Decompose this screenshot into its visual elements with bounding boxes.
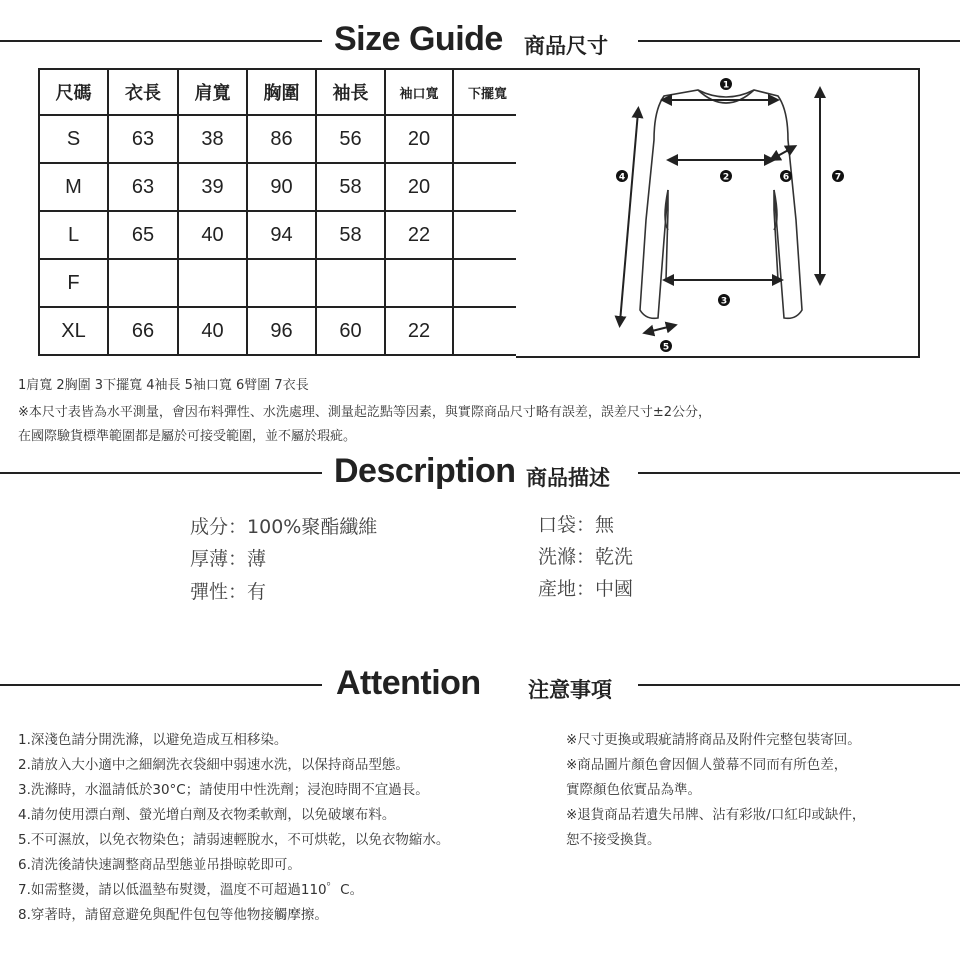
divider: [638, 472, 960, 474]
table-cell: 66: [108, 307, 178, 355]
table-cell: [453, 307, 522, 355]
table-cell: [453, 115, 522, 163]
return-policy: ※商品圖片顏色會因個人螢幕不同而有所色差，: [566, 757, 848, 773]
table-cell: 40: [178, 307, 247, 355]
marker-4: [616, 170, 628, 183]
table-cell: XL: [39, 307, 108, 355]
care-instruction: 1.深淺色請分開洗滌，以避免造成互相移染。: [18, 732, 288, 748]
table-cell: [108, 259, 178, 307]
column-header: 肩寬: [178, 69, 247, 115]
size-guide-title: Size Guide: [334, 20, 503, 58]
return-policy: ※尺寸更換或瑕疵請將商品及附件完整包裝寄回。: [566, 732, 861, 748]
table-cell: 65: [108, 211, 178, 259]
table-cell: 22: [385, 307, 453, 355]
marker-6: [780, 170, 792, 183]
column-header: 下擺寬: [453, 69, 522, 115]
description-title: Description: [334, 452, 516, 490]
care-instruction: 3.洗滌時，水溫請低於30°C；請使用中性洗劑；浸泡時間不宜過長。: [18, 782, 429, 798]
svg-text:6: 6: [782, 172, 790, 183]
size-guide-header: [0, 18, 960, 64]
table-row: [39, 115, 522, 163]
table-cell: 20: [385, 115, 453, 163]
divider: [0, 40, 322, 42]
attention-title-zh: 注意事項: [528, 678, 612, 702]
table-cell: 38: [178, 115, 247, 163]
measure-markers: [616, 78, 844, 353]
table-cell: 39: [178, 163, 247, 211]
marker-5: [660, 340, 672, 353]
column-header: 尺碼: [39, 69, 108, 115]
svg-text:1: 1: [722, 80, 730, 91]
care-instruction: 4.請勿使用漂白劑、螢光增白劑及衣物柔軟劑，以免破壞布料。: [18, 807, 396, 823]
care-instruction: 8.穿著時，請留意避免與配件包包等他物接觸摩擦。: [18, 907, 328, 923]
marker-1: [720, 78, 732, 91]
column-header: 衣長: [108, 69, 178, 115]
table-cell: [178, 259, 247, 307]
garment-diagram: [516, 68, 920, 358]
table-cell: F: [39, 259, 108, 307]
table-cell: [453, 163, 522, 211]
table-cell: 20: [385, 163, 453, 211]
table-cell: 56: [316, 115, 385, 163]
description-title-zh: 商品描述: [526, 466, 610, 490]
care-instruction: 5.不可濕放，以免衣物染色；請弱速輕脫水，不可烘乾，以免衣物縮水。: [18, 832, 450, 848]
size-disclaimer: ※本尺寸表皆為水平測量，會因布料彈性、水洗處理、測量起訖點等因素，與實際商品尺寸略有誤差，誤差尺寸±2公分，: [18, 405, 712, 420]
marker-7: [832, 170, 844, 183]
spec-material: 成分：100%聚酯纖維: [190, 516, 378, 538]
divider: [0, 472, 322, 474]
table-row: [39, 163, 522, 211]
table-cell: [453, 211, 522, 259]
svg-text:2: 2: [722, 172, 730, 183]
table-cell: S: [39, 115, 108, 163]
table-cell: 60: [316, 307, 385, 355]
return-policy: 實際顏色依實品為準。: [566, 782, 701, 798]
table-cell: 90: [247, 163, 316, 211]
svg-text:4: 4: [618, 172, 626, 183]
svg-text:3: 3: [720, 296, 728, 307]
table-cell: 58: [316, 163, 385, 211]
shirt-outline: [640, 90, 802, 318]
table-cell: [385, 259, 453, 307]
table-cell: 63: [108, 115, 178, 163]
care-instruction: 2.請放入大小適中之細網洗衣袋細中弱速水洗，以保持商品型態。: [18, 757, 409, 773]
table-cell: 22: [385, 211, 453, 259]
return-policy: ※退貨商品若遺失吊牌、沾有彩妝/口紅印或缺件，: [566, 807, 866, 823]
spec-origin: 產地：中國: [538, 578, 634, 600]
divider: [638, 684, 960, 686]
table-cell: [247, 259, 316, 307]
svg-text:5: 5: [662, 342, 670, 353]
size-guide-title-zh: 商品尺寸: [524, 34, 608, 58]
table-row: [39, 307, 522, 355]
svg-text:7: 7: [834, 172, 842, 183]
table-header-row: [39, 69, 522, 115]
size-table: [38, 68, 523, 356]
divider: [0, 684, 322, 686]
shirt-illustration: [516, 70, 918, 358]
column-header: 胸圍: [247, 69, 316, 115]
table-cell: 96: [247, 307, 316, 355]
attention-header: [0, 662, 960, 708]
size-disclaimer-cont: 在國際驗貨標準範圍都是屬於可接受範圍，並不屬於瑕疵。: [18, 429, 357, 444]
table-cell: 63: [108, 163, 178, 211]
measure-legend: 1肩寬 2胸圍 3下擺寬 4袖長 5袖口寬 6臂圍 7衣長: [18, 378, 309, 393]
spec-thickness: 厚薄：薄: [190, 548, 267, 570]
column-header: 袖口寬: [385, 69, 453, 115]
marker-3: [718, 294, 730, 307]
spec-washing: 洗滌：乾洗: [538, 546, 634, 568]
table-cell: 40: [178, 211, 247, 259]
attention-title: Attention: [336, 664, 481, 702]
spec-pocket: 口袋：無: [538, 514, 615, 536]
table-cell: 58: [316, 211, 385, 259]
marker-2: [720, 170, 732, 183]
return-policy: 恕不接受換貨。: [566, 832, 661, 848]
table-cell: L: [39, 211, 108, 259]
table-cell: [453, 259, 522, 307]
table-row: [39, 259, 522, 307]
table-cell: 94: [247, 211, 316, 259]
description-header: [0, 450, 960, 496]
spec-elasticity: 彈性：有: [190, 581, 267, 603]
care-instruction: 7.如需整燙，請以低溫墊布熨燙，溫度不可超過110゜C。: [18, 882, 364, 898]
column-header: 袖長: [316, 69, 385, 115]
table-row: [39, 211, 522, 259]
divider: [638, 40, 960, 42]
table-cell: [316, 259, 385, 307]
table-cell: 86: [247, 115, 316, 163]
table-cell: M: [39, 163, 108, 211]
care-instruction: 6.清洗後請快速調整商品型態並吊掛晾乾即可。: [18, 857, 301, 873]
